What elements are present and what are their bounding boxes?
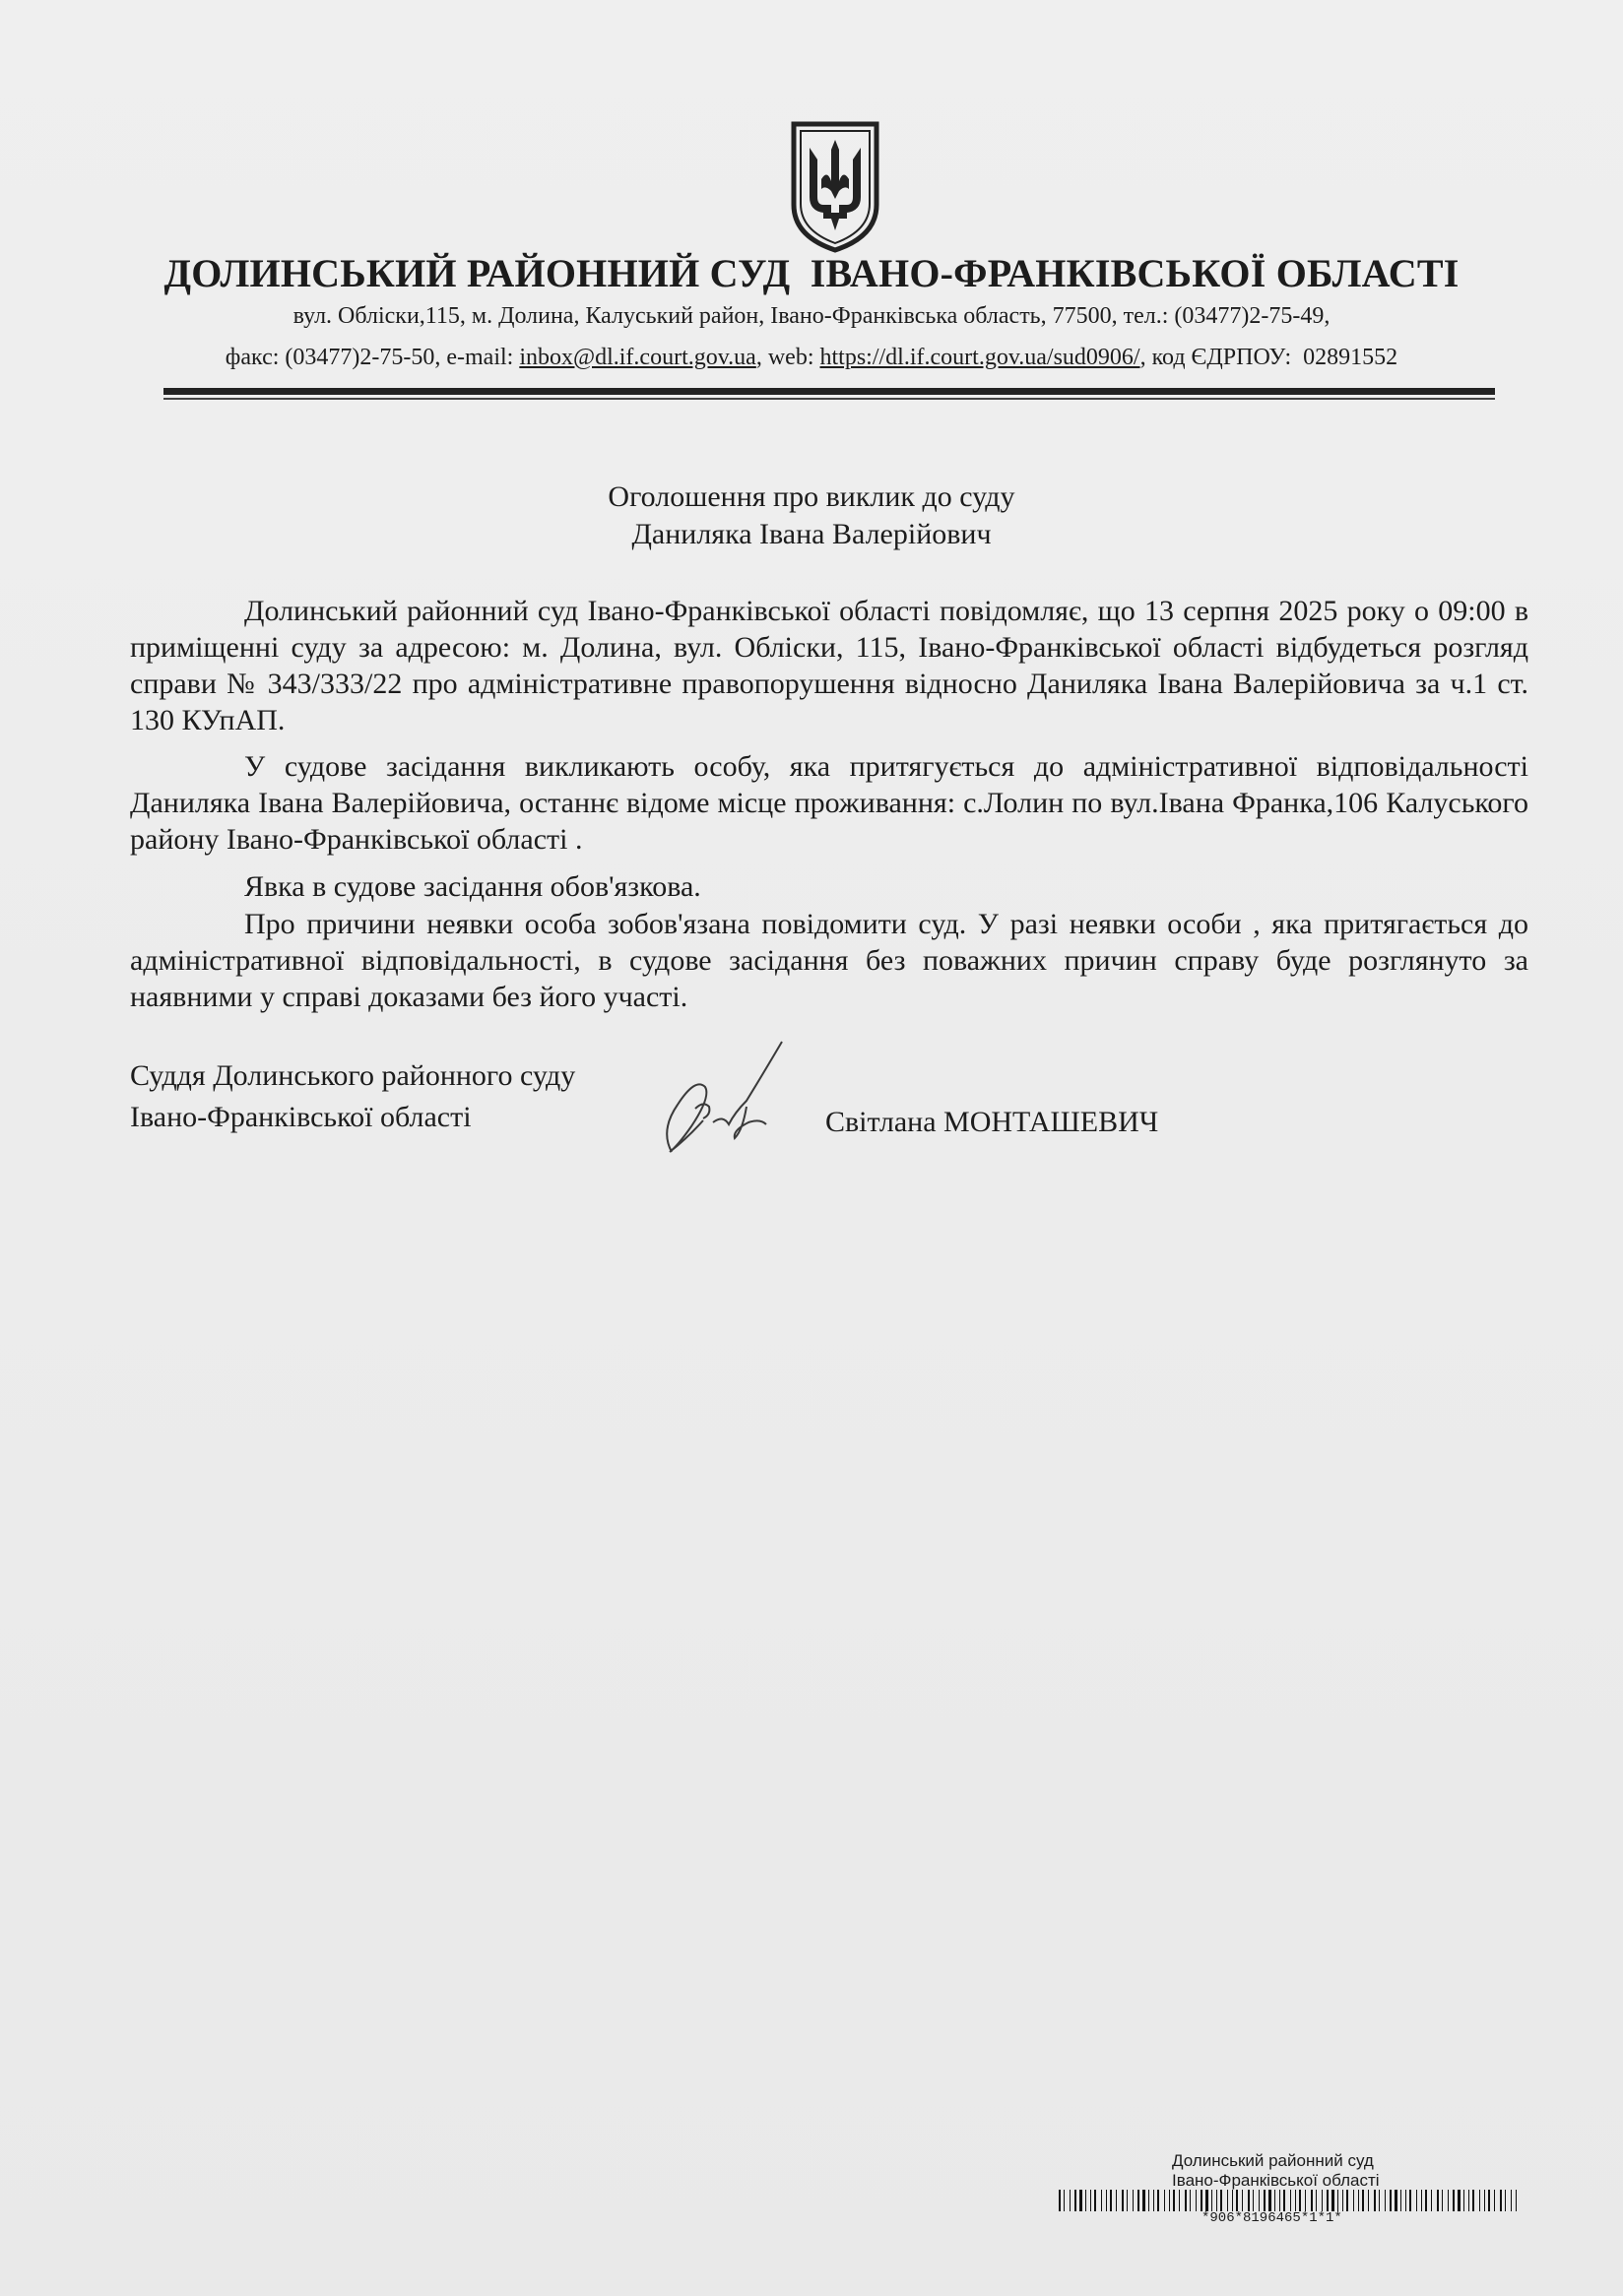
stamp-court-name: Долинський районний суд xyxy=(1172,2151,1374,2170)
judge-title-line1: Суддя Долинського районного суду xyxy=(130,1059,576,1092)
fax-text: факс: (03477)2-75-50, e-mail: xyxy=(225,345,520,370)
notice-title: Оголошення про виклик до суду xyxy=(608,480,1015,513)
court-name: ДОЛИНСЬКИЙ РАЙОННИЙ СУД ІВАНО-ФРАНКІВСЬКОЇ ОБЛАСТІ xyxy=(163,251,1460,295)
document-barcode xyxy=(1059,2190,1517,2211)
notice-paragraph-attendance: Явка в судове засідання обов'язкова. xyxy=(244,870,701,903)
edrpou-code: , код ЄДРПОУ: 02891552 xyxy=(1139,345,1398,370)
court-address: вул. Обліски,115, м. Долина, Калуський район, Івано-Франківська область, 77500, тел.: (03477)2-75-49, xyxy=(292,303,1331,329)
handwritten-signature xyxy=(652,1036,798,1164)
notice-subject-name: Даниляка Івана Валерійович xyxy=(631,518,992,550)
website-link[interactable]: https://dl.if.court.gov.ua/sud0906/ xyxy=(819,345,1140,370)
letterhead-divider-thin xyxy=(163,398,1495,400)
judge-title-line2: Івано-Франківської області xyxy=(130,1101,472,1133)
court-contacts xyxy=(0,345,1623,371)
judge-name: Світлана МОНТАШЕВИЧ xyxy=(825,1106,1159,1138)
stamp-region: Івано-Франківської області xyxy=(1172,2171,1380,2190)
barcode-number: *906*8196465*1*1* xyxy=(1201,2210,1342,2226)
coat-of-arms-emblem xyxy=(788,120,882,254)
notice-paragraph-hearing: Долинський районний суд Івано-Франківської області повідомляє, що 13 серпня 2025 року о 09:00 в приміщенні суду за адресою: м. Долина, вул. Обліски, 115, Івано-Франківської області відбудеться розгляд справи № 343/333/22 про адміністративне правопорушення відносно Даниляка Івана Валерійовича за ч.1 ст. 130 КУпАП. xyxy=(130,595,1528,736)
letterhead-divider-thick xyxy=(163,388,1495,395)
email-link[interactable]: inbox@dl.if.court.gov.ua xyxy=(519,345,756,370)
notice-paragraph-absence: Про причини неявки особа зобов'язана повідомити суд. У разі неявки особи , яка притягається до адміністративної відповідальності, в судове засідання без поважних причин справу буде розглянуто за наявними у справі доказами без його участі. xyxy=(130,908,1528,1013)
notice-paragraph-summons: У судове засідання викликають особу, яка притягується до адміністративної відповідальності Даниляка Івана Валерійовича, останнє відоме місце проживання: с.Лолин по вул.Івана Франка,106 Калуського району Івано-Франківської області . xyxy=(130,750,1528,856)
web-label: , web: xyxy=(755,345,820,370)
